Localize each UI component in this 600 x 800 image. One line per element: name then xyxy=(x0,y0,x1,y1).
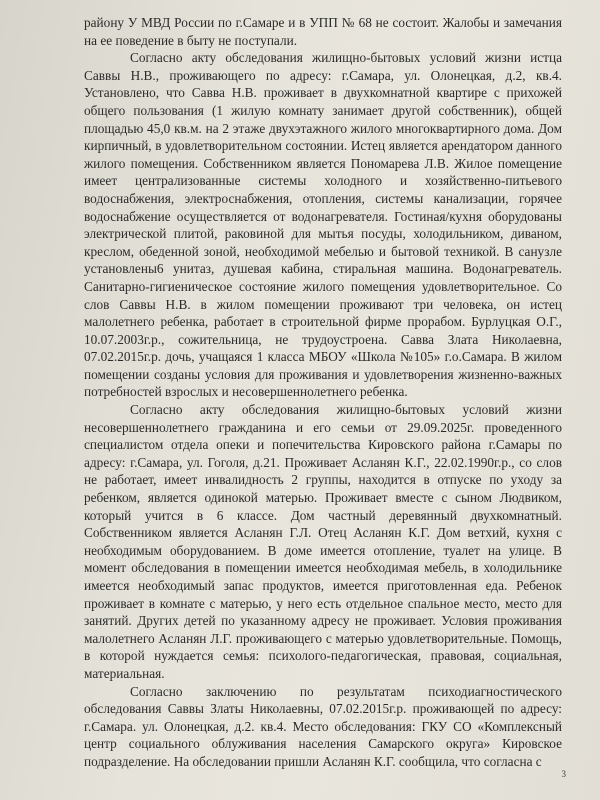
paragraph-4: Согласно заключению по результатам психодиагностического обследования Саввы Златы Николаевны, 07.02.2015г.р. проживающей по адресу: г.Самара. ул. Олонецкая, д.2. кв.4. Место обследования: ГКУ СО «Комплексный центр социального облуживания населения Самарского округа» Кировское подразделение. На обследовании пришли Асланян К.Г. сообщила, что согласна с xyxy=(84,683,562,769)
paragraph-2: Согласно акту обследования жилищно-бытовых условий жизни истца Саввы Н.В., проживающего по адресу: г.Самара, ул. Олонецкая, д.2, кв.4. Установлено, что Савва Н.В. проживает в двухкомнатной квартире с прихожей общего пользования (1 жилую комнату занимает другой собственник), общей площадью 45,0 кв.м. на 2 этаже двухэтажного жилого многоквартирного дома. Дом кирпичный, в удовлетворительном состоянии. Истец является арендатором данного жилого помещения. Собственником является Пономарева Л.В. Жилое помещение имеет централизованные системы холодного и хозяйственно-питьевого водоснабжения, электроснабжения, отопления, системы канализации, горячее водоснабжение осуществляется от водонагревателя. Гостиная/кухня оборудованы электрической плитой, раковиной для мытья посуды, холодильником, диваном, креслом, обеденной зоной, необходимой мебелью и бытовой техникой. В санузле установлены6 унитаз, душевая кабина, стиральная машина. Водонагреватель. Санитарно-гигиеническое состояние жилого помещения удовлетворительное. Со слов Саввы Н.В. в жилом помещении проживают три человека, он истец малолетнего ребенка, работает в строительной фирме прорабом. Бурлуцкая О.Г., 10.07.2003г.р., сожительница, не трудоустроена. Савва Злата Николаевна, 07.02.2015г.р. дочь, учащаяся 1 класса МБОУ «Школа №105» г.о.Самара. В жилом помещении созданы условия для проживания и удовлетворения жизненно-важных потребностей взрослых и несовершеннолетнего ребенка. xyxy=(84,50,562,400)
paragraph-1: району У МВД России по г.Самаре и в УПП № 68 не состоит. Жалобы и замечания на ее поведение в быту не поступали. xyxy=(84,15,562,48)
paragraph-3: Согласно акту обследования жилищно-бытовых условий жизни несовершеннолетнего гражданина и его семьи от 29.09.2025г. проведенного специалистом отдела опеки и попечительства Кировского района г.Самары по адресу: г.Самара, ул. Гоголя, д.21. Проживает Асланян К.Г., 22.02.1990г.р., со слов не работает, имеет инвалидность 2 группы, находится в отпуске по уходу за ребенком, является одинокой матерью. Проживает вместе с сыном Людвиком, который учится в 6 классе. Дом частный деревянный двухкомнатный. Собственником является Асланян Г.Л. Отец Асланян К.Г. Дом ветхий, кухня с необходимым оборудованием. В доме имеется отопление, туалет на улице. В момент обследования в помещении имеется необходимая мебель, в холодильнике имеется необходимый запас продуктов, имеется приготовленная еда. Ребенок проживает в комнате с матерью, у него есть отдельное спальное место, место для занятий. Других детей по указанному адресу не проживает. Условия проживания малолетнего Асланян Л.Г. проживающего с матерью удовлетворительные. Помощь, в которой нуждается семья: психолого-педагогическая, правовая, социальная, материальная. xyxy=(84,402,562,681)
document-body xyxy=(84,14,562,771)
page-number: 3 xyxy=(561,769,566,780)
